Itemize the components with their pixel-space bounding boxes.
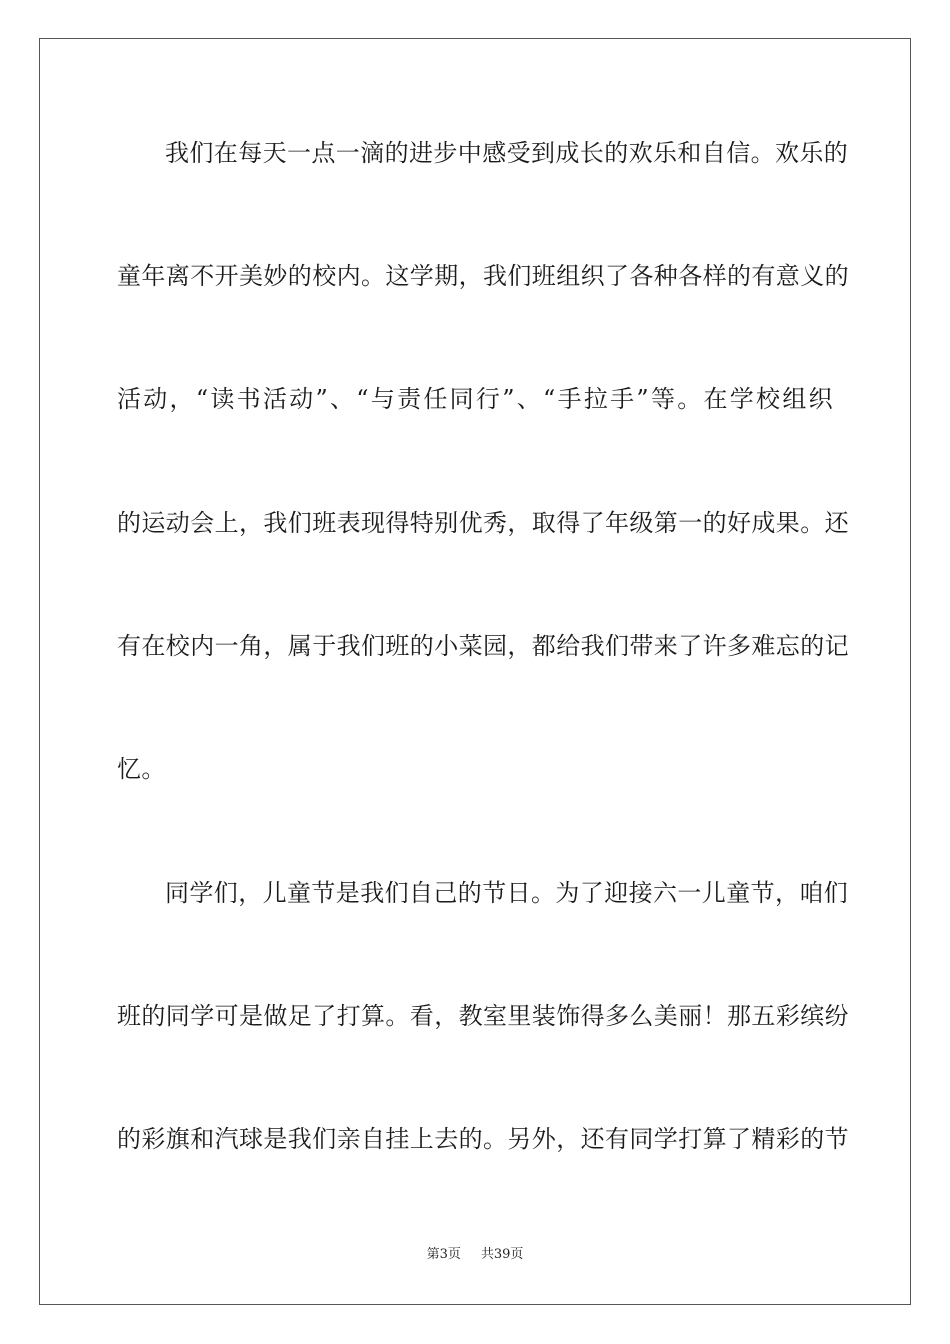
paragraph-1-line-3: 活动，“读书活动”、“与责任同行”、“手拉手”等。在学校组织 <box>117 385 833 413</box>
paragraph-2-line-2: 班的同学可是做足了打算。看，教室里装饰得多么美丽！那五彩缤纷 <box>117 1002 849 1030</box>
paragraph-2-line-3: 的彩旗和汽球是我们亲自挂上去的。另外，还有同学打算了精彩的节 <box>117 1125 849 1153</box>
paragraph-1-line-1: 我们在每天一点一滴的进步中感受到成长的欢乐和自信。欢乐的 <box>165 139 849 167</box>
paragraph-1-line-6: 忆。 <box>117 755 166 783</box>
paragraph-2-line-1: 同学们，儿童节是我们自己的节日。为了迎接六一儿童节，咱们 <box>165 879 849 907</box>
page-border <box>39 38 911 1305</box>
paragraph-1-line-2: 童年离不开美妙的校内。这学期，我们班组织了各种各样的有意义的 <box>117 262 849 290</box>
paragraph-1-line-4: 的运动会上，我们班表现得特别优秀，取得了年级第一的好成果。还 <box>117 509 849 537</box>
page-number: 第3页 <box>426 1247 461 1262</box>
page-total: 共39页 <box>480 1247 524 1262</box>
page-footer <box>0 1247 950 1263</box>
paragraph-1-line-5: 有在校内一角，属于我们班的小菜园，都给我们带来了许多难忘的记 <box>117 632 849 660</box>
